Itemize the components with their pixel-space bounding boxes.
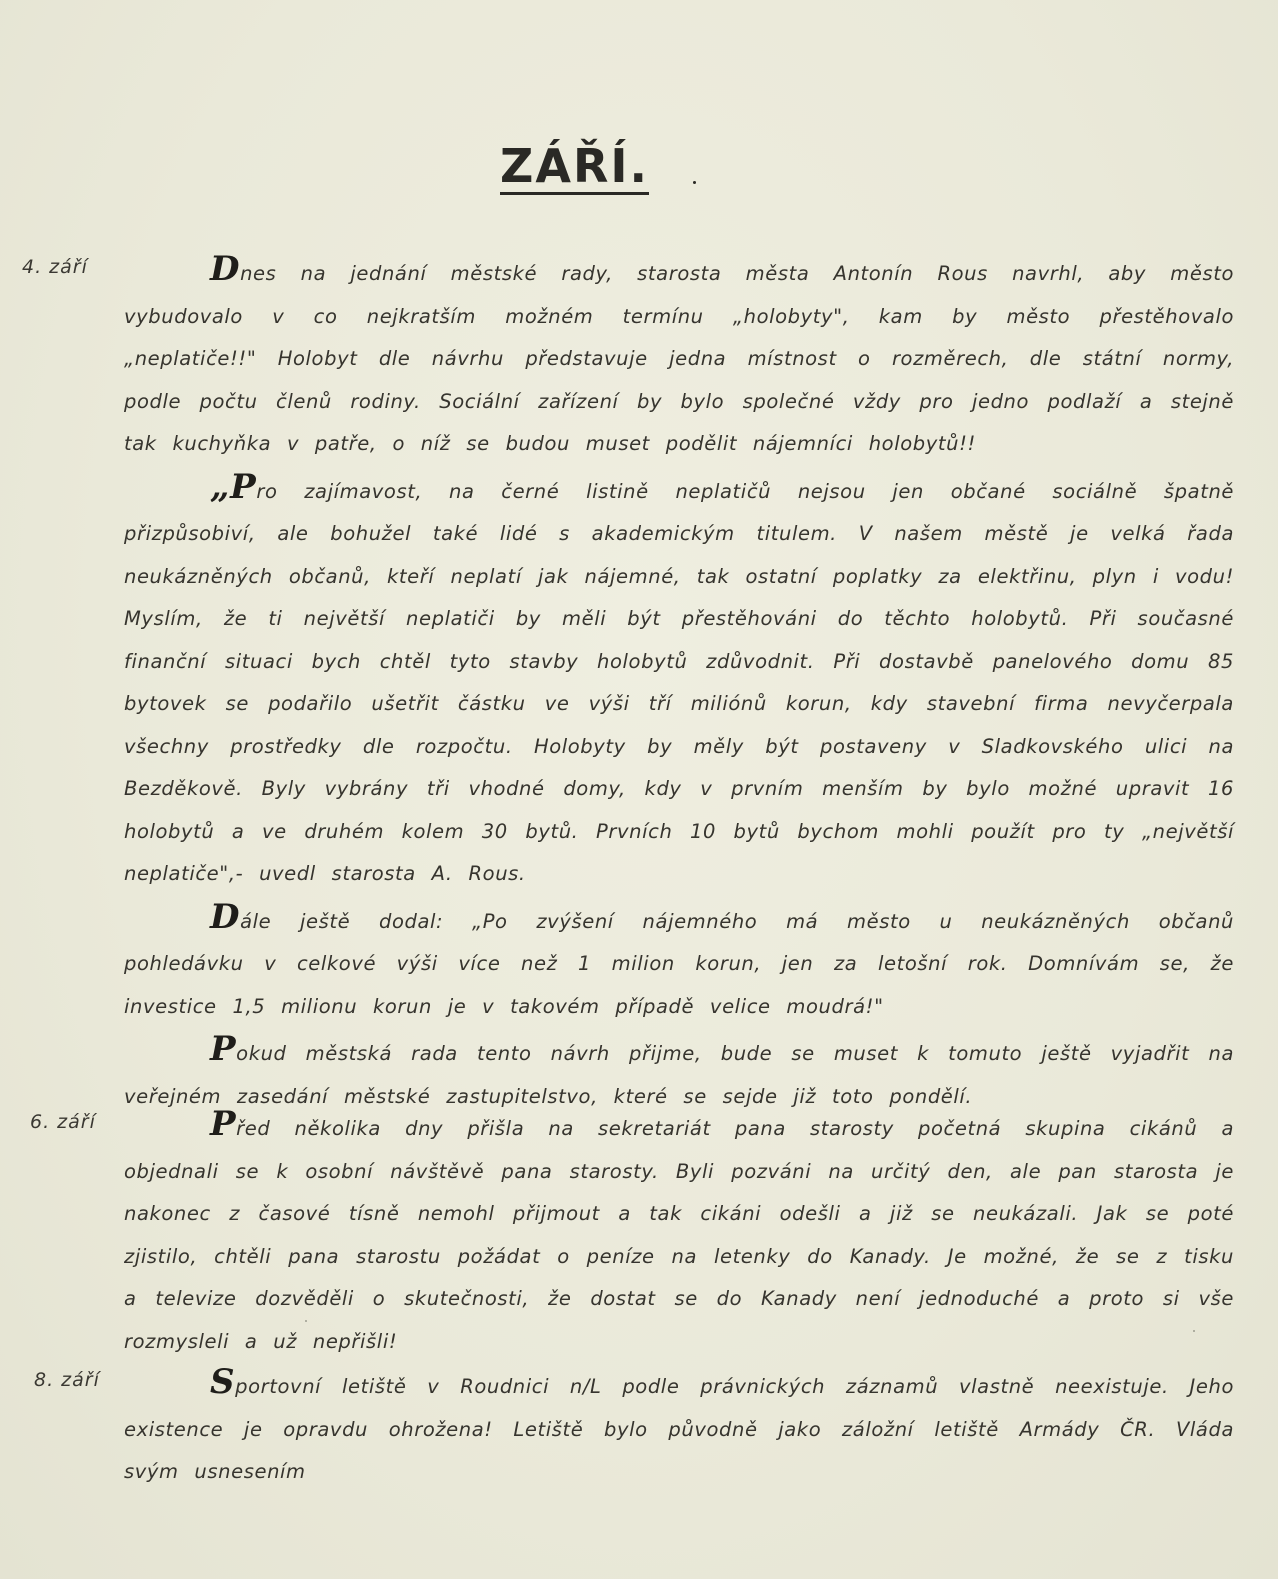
entry-6-text [124, 1103, 1234, 1363]
entry-date-8: 8. září [34, 1369, 100, 1391]
entry-4-paragraph-3: Dále ještě dodal: „Po zvýšení nájemného má město u neukázněných občanů pohledávku v celkové výši více než 1 milion korun, jen za letošní rok. Domnívám se, že investice 1,5 milionu korun je v takovém případě velice moudrá!" [124, 896, 1234, 1018]
entry-date-4: 4. září [22, 256, 88, 278]
entry-4-paragraph-1: Dnes na jednání městské rady, starosta města Antonín Rous navrhl, aby město vybudovalo v co nejkratším možném termínu „holobyty", kam by město přestěhovalo „neplatiče!!" Holobyt dle návrhu představuje jedna místnost o rozměrech, dle státní normy, podle počtu členů rodiny. Sociální zařízení by bylo společné vždy pro jedno podlaží a stejně tak kuchyňka v patře, o níž se budou muset podělit nájemníci holobytů!! [124, 249, 1234, 455]
entry-4-text [124, 248, 1234, 1118]
entry-8-paragraph-1: Sportovní letiště v Roudnici n/L podle právnických záznamů vlastně neexistuje. Jeho existence je opravdu ohrožena! Letiště bylo původně jako záložní letiště Armády ČR. Vláda svým usnesením [124, 1362, 1234, 1483]
entry-4-paragraph-4: Pokud městská rada tento návrh přijme, bude se muset k tomuto ještě vyjadřit na veřejném zasedání městské zastupitelstvo, které se sejde již toto pondělí. [124, 1029, 1234, 1108]
entry-6-paragraph-1: Před několika dny přišla na sekretariát pana starosty početná skupina cikánů a objednali se k osobní návštěvě pana starosty. Byli pozváni na určitý den, ale pan starosta je nakonec z časové tísně nemohl přijmout a tak cikáni odešli a již se neukázali. Jak se poté zjistilo, chtěli pana starostu požádat o peníze na letenky do Kanady. Je možné, že se z tisku a televize dozvěděli o skutečnosti, že dostat se do Kanady není jednoduché a proto si vše rozmysleli a už nepřišli! [124, 1104, 1234, 1353]
page-title: ZÁŘÍ. [500, 139, 649, 193]
paper-speck [305, 1320, 307, 1322]
ink-dot [693, 181, 696, 184]
entry-4-paragraph-2: „Pro zajímavost, na černé listině neplatičů nejsou jen občané sociálně špatně přizpůsobiví, ale bohužel také lidé s akademickým titulem. V našem městě je velká řada neukázněných občanů, kteří neplatí jak nájemné, tak ostatní poplatky za elektřinu, plyn i vodu! Myslím, že ti největší neplatiči by měli být přestěhováni do těchto holobytů. Při současné finanční situaci bych chtěl tyto stavby holobytů zdůvodnit. Při dostavbě panelového domu 85 bytovek se podařilo ušetřit částku ve výši tří miliónů korun, kdy stavební firma nevyčerpala všechny prostředky dle rozpočtu. Holobyty by měly být postaveny v Sladkovského ulici na Bezděkově. Byly vybrány tři vhodné domy, kdy v prvním menším by bylo možné upravit 16 holobytů a ve druhém kolem 30 bytů. Prvních 10 bytů bychom mohli použít pro ty „největší neplatiče",- uvedl starosta A. Rous. [124, 466, 1234, 885]
entry-8-text [124, 1361, 1234, 1494]
paper-speck [1193, 1330, 1195, 1332]
entry-date-6: 6. září [30, 1111, 96, 1133]
